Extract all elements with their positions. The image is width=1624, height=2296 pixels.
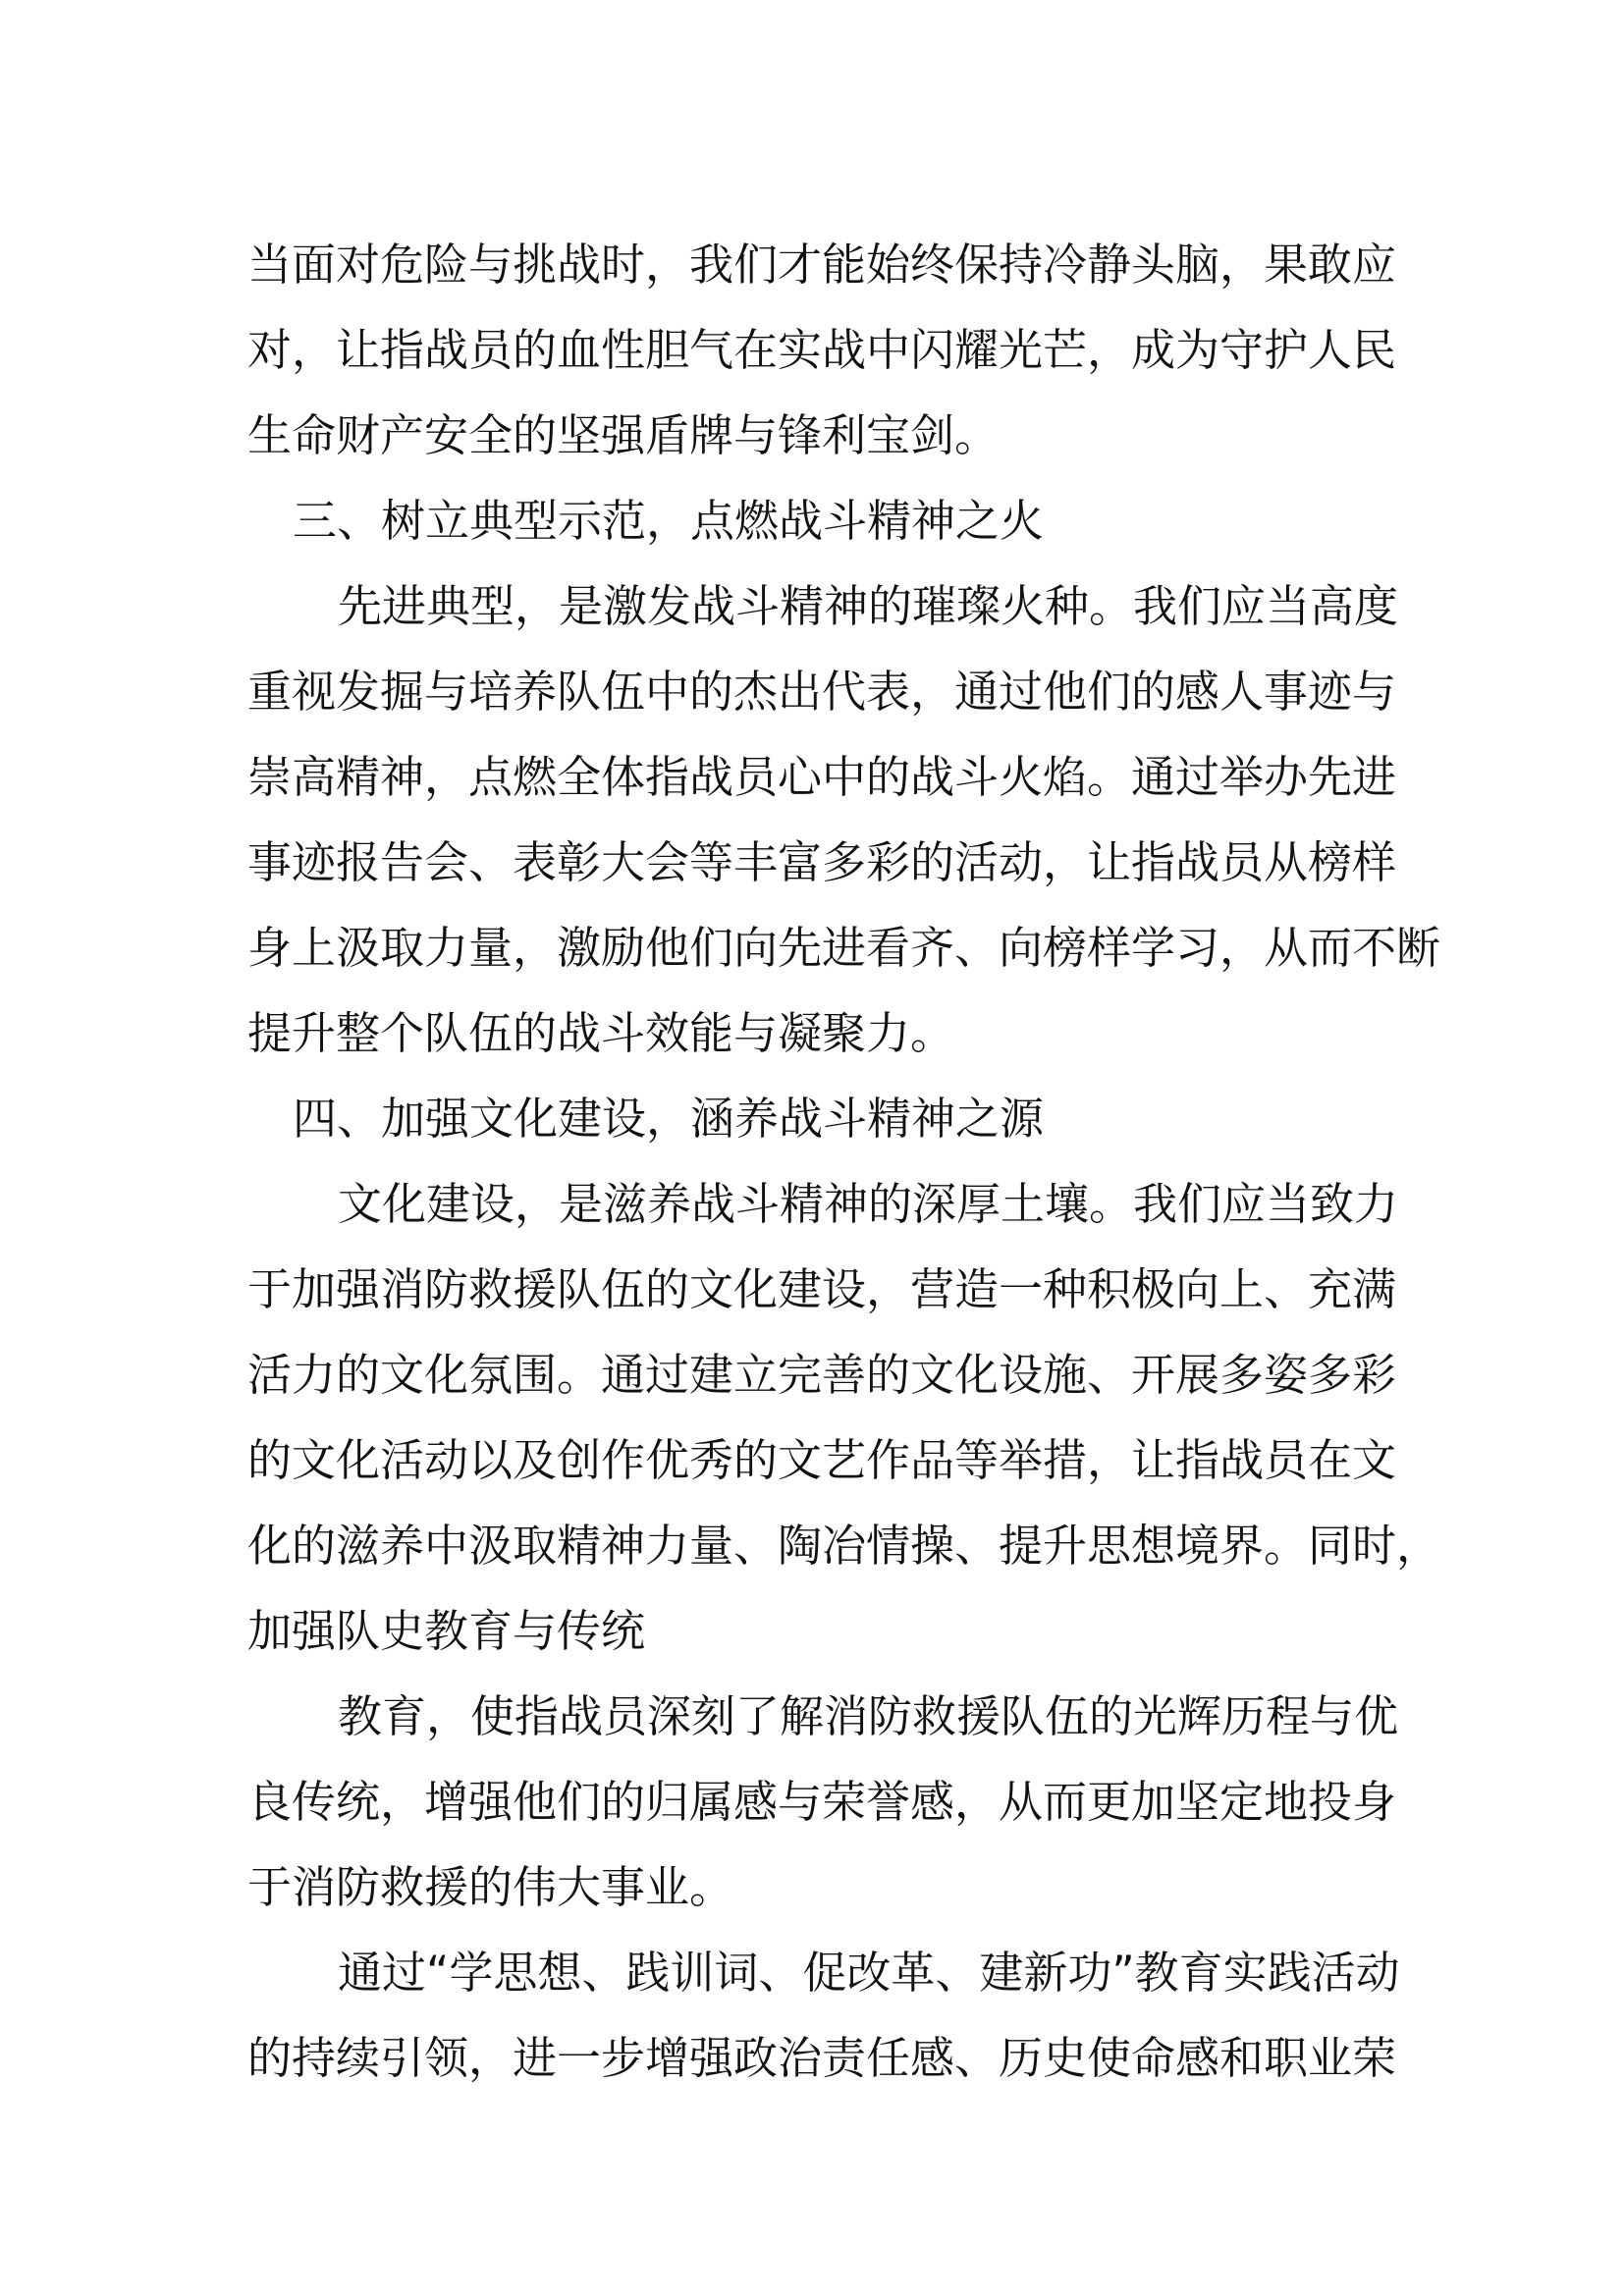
text-line: 对，让指战员的血性胆气在实战中闪耀光芒，成为守护人民 (247, 324, 1397, 376)
text-line: 提升整个队伍的战斗效能与凝聚力。 (247, 1007, 955, 1059)
section-heading: 四、加强文化建设，涵养战斗精神之源 (293, 1093, 1045, 1145)
text-line: 身上汲取力量，激励他们向先进看齐、向榜样学习，从而不断 (247, 922, 1441, 974)
text-line: 通过“学思想、践训词、促改革、建新功”教育实践活动 (338, 1947, 1400, 1999)
text-line: 先进典型，是激发战斗精神的璀璨火种。我们应当高度 (338, 580, 1399, 632)
text-line: 加强队史教育与传统 (247, 1605, 646, 1657)
text-line: 教育，使指战员深刻了解消防救援队伍的光辉历程与优 (338, 1690, 1399, 1742)
text-line: 化的滋养中汲取精神力量、陶冶情操、提升思想境界。同时， (247, 1520, 1441, 1572)
text-line: 的文化活动以及创作优秀的文艺作品等举措，让指战员在文 (247, 1434, 1397, 1486)
text-line: 文化建设，是滋养战斗精神的深厚土壤。我们应当致力 (338, 1178, 1399, 1230)
text-line: 当面对危险与挑战时，我们才能始终保持冷静头脑，果敢应 (247, 239, 1397, 291)
text-line: 生命财产安全的坚强盾牌与锋利宝剑。 (247, 409, 1000, 461)
text-line: 重视发掘与培养队伍中的杰出代表，通过他们的感人事迹与 (247, 666, 1397, 718)
text-line: 崇高精神，点燃全体指战员心中的战斗火焰。通过举办先进 (247, 751, 1397, 803)
document-page (247, 222, 1441, 2101)
text-line: 良传统，增强他们的归属感与荣誉感，从而更加坚定地投身 (247, 1776, 1397, 1828)
text-line: 活力的文化氛围。通过建立完善的文化设施、开展多姿多彩 (247, 1349, 1397, 1401)
text-line: 于加强消防救援队伍的文化建设，营造一种积极向上、充满 (247, 1263, 1397, 1315)
text-line: 于消防救援的伟大事业。 (247, 1861, 734, 1913)
text-line: 的持续引领，进一步增强政治责任感、历史使命感和职业荣 (247, 2032, 1397, 2084)
text-line: 事迹报告会、表彰大会等丰富多彩的活动，让指战员从榜样 (247, 836, 1397, 888)
section-heading: 三、树立典型示范，点燃战斗精神之火 (293, 495, 1045, 547)
